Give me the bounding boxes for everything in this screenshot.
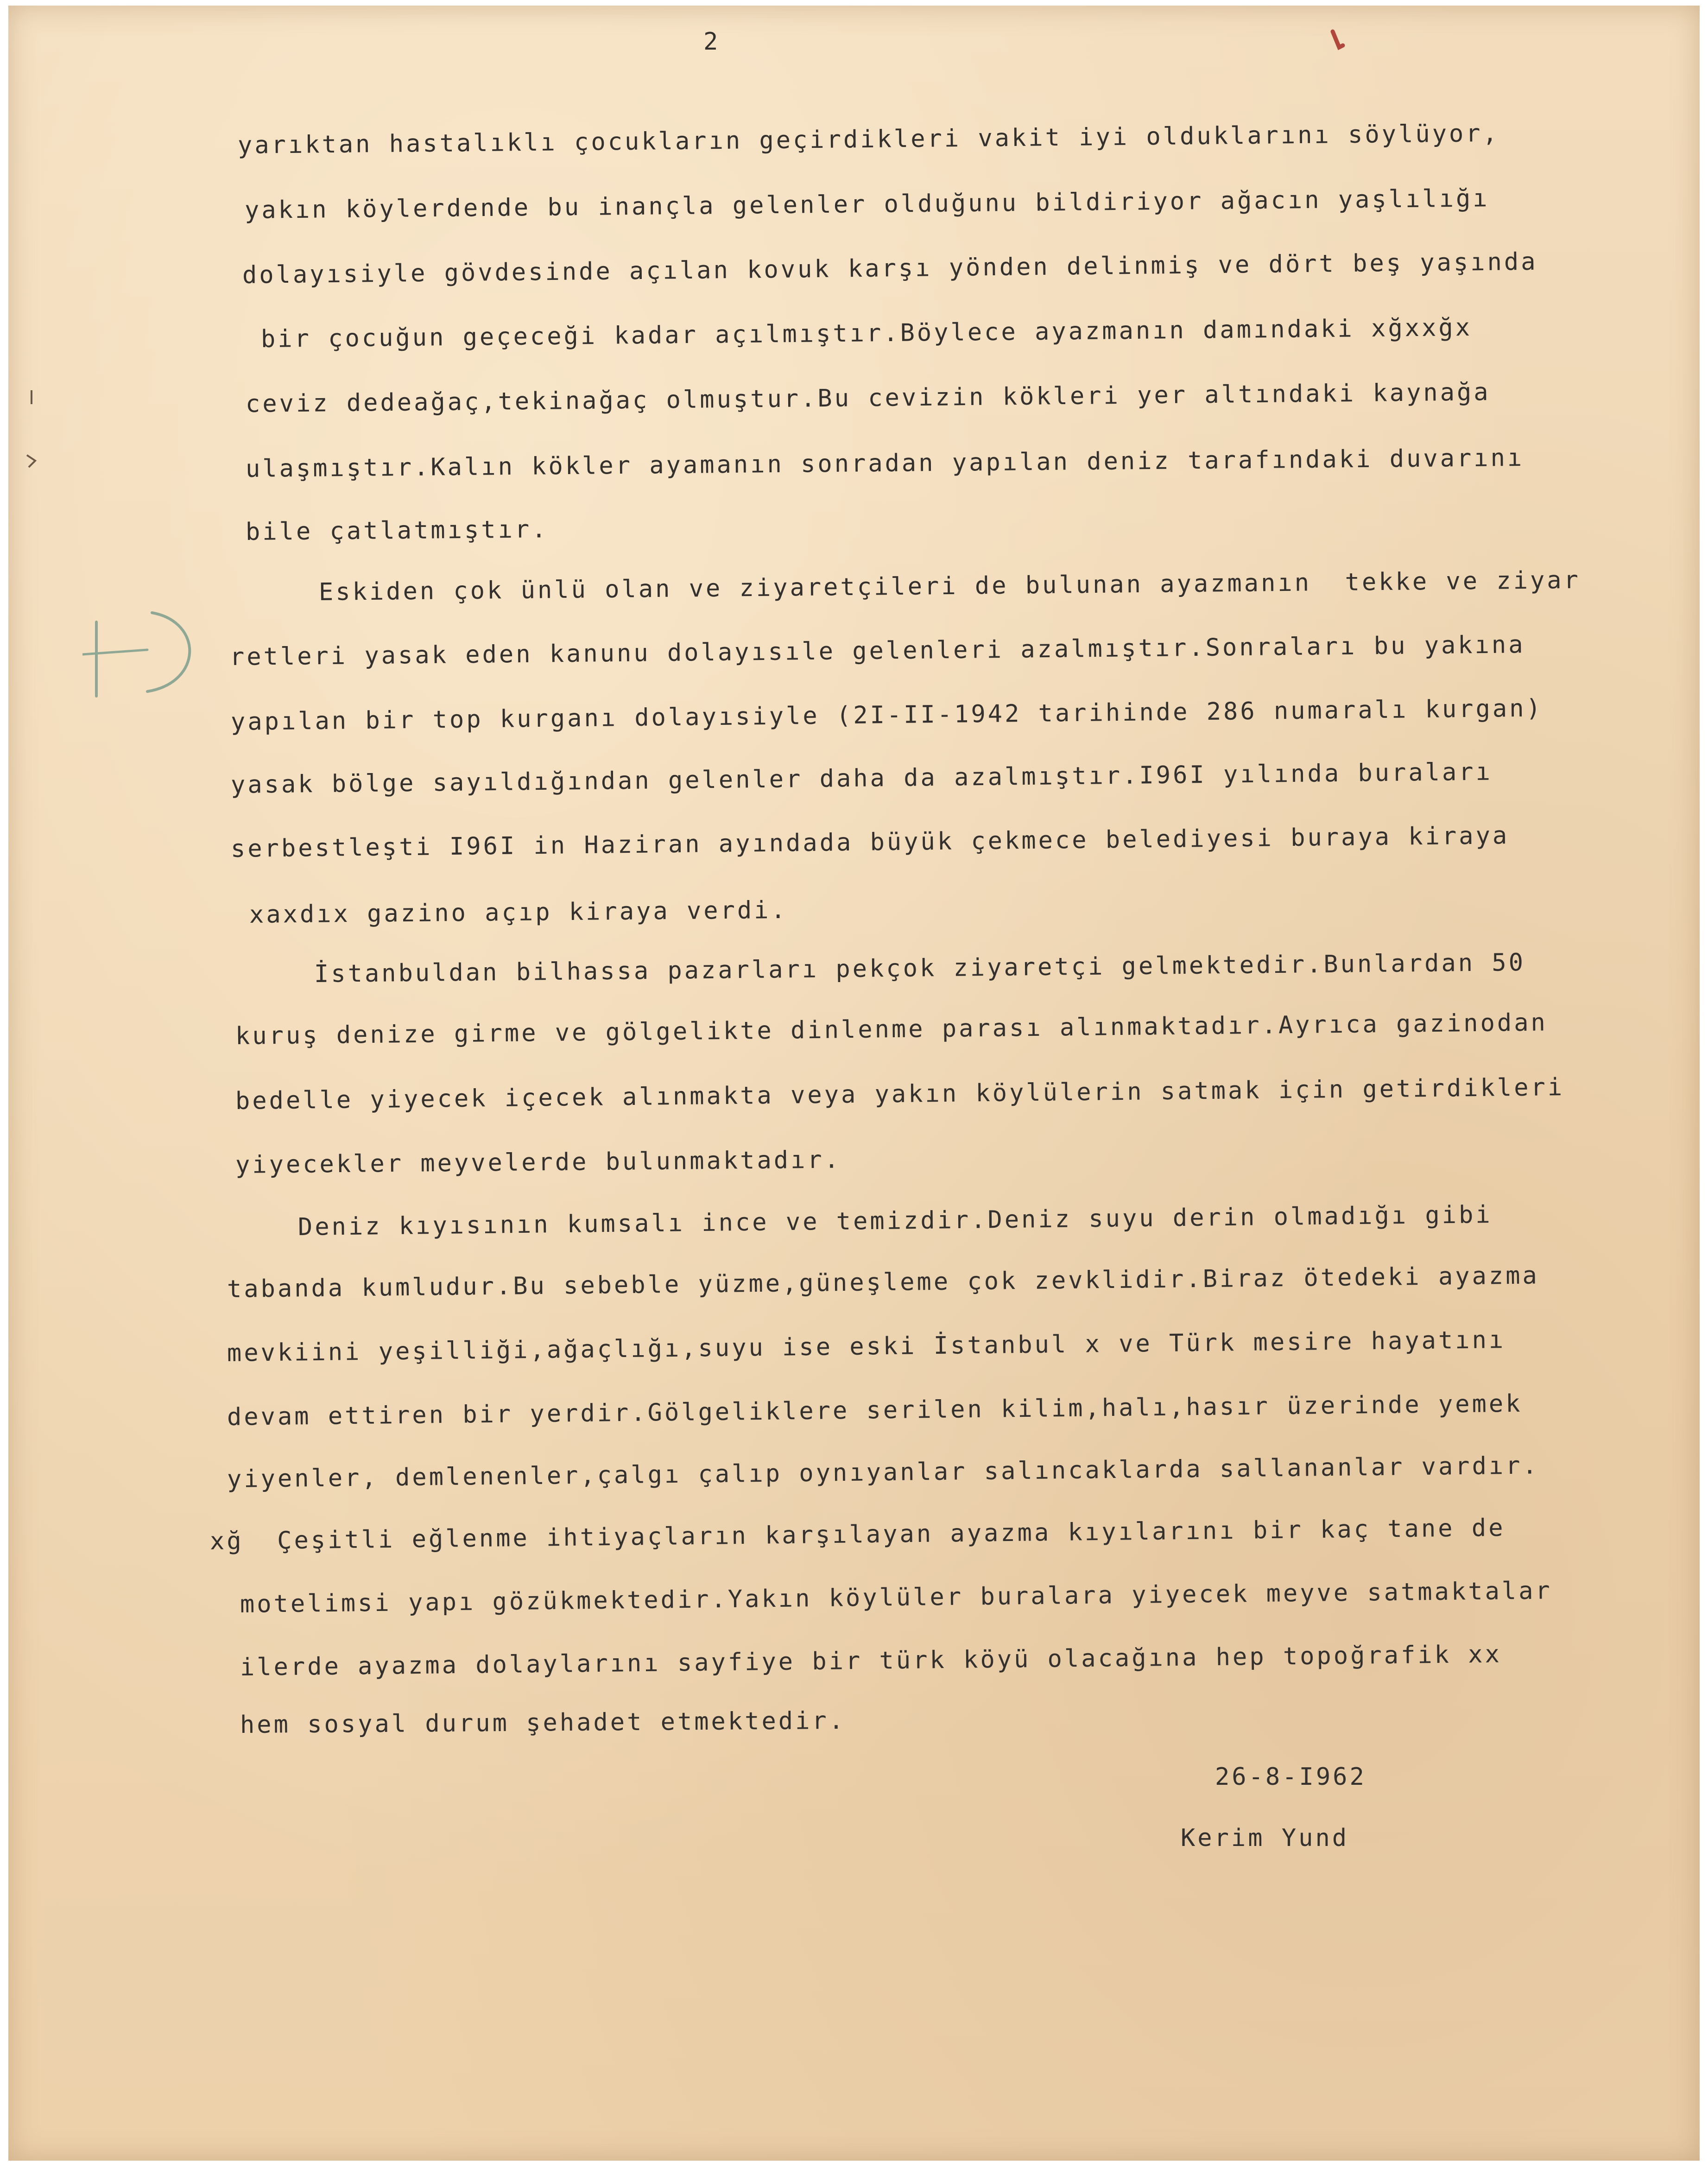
body-line: İstanbuldan bilhassa pazarları pekçok ziyaretçi gelmektedir.Bunlardan 50: [314, 948, 1526, 988]
body-line: bedelle yiyecek içecek alınmakta veya yakın köylülerin satmak için getirdikleri: [235, 1073, 1565, 1115]
body-line: ulaşmıştır.Kalın kökler ayamanın sonradan yapılan deniz tarafındaki duvarını: [245, 444, 1525, 483]
body-line: yasak bölge sayıldığından gelenler daha da azalmıştır.I96I yılında buraları: [230, 758, 1493, 799]
signature-name: Kerim Yund: [1181, 1824, 1349, 1852]
body-line: yakın köylerdende bu inançla gelenler olduğunu bildiriyor ağacın yaşlılığı: [244, 184, 1490, 224]
page-number: 2: [703, 28, 721, 56]
body-line: xğ Çeşitli eğlenme ihtiyaçların karşılayan ayazma kıyılarını bir kaç tane de: [209, 1514, 1506, 1555]
body-line: ceviz dedeağaç,tekinağaç olmuştur.Bu cevizin kökleri yer altındaki kaynağa: [245, 378, 1491, 418]
body-line: bir çocuğun geçeceği kadar açılmıştır.Böylece ayazmanın damındaki xğxxğx: [260, 313, 1473, 353]
body-line: motelimsi yapı gözükmektedir.Yakın köylüler buralara yiyecek meyve satmaktalar: [240, 1577, 1553, 1618]
body-line: Deniz kıyısının kumsalı ince ve temizdir.Deniz suyu derin olmadığı gibi: [297, 1201, 1493, 1241]
red-tick-mark: [1329, 29, 1347, 61]
body-line: yiyecekler meyvelerde bulunmaktadır.: [235, 1146, 841, 1179]
body-line: yiyenler, demlenenler,çalgı çalıp oynıyanlar salıncaklarda sallananlar vardır.: [227, 1452, 1540, 1493]
binding-marks: [18, 386, 45, 478]
body-line: serbestleşti I96I in Haziran ayındada büyük çekmece belediyesi buraya kiraya: [230, 822, 1510, 863]
body-line: retleri yasak eden kanunu dolayısıle gelenleri azalmıştır.Sonraları bu yakına: [229, 631, 1525, 671]
document-page: [8, 6, 1700, 2161]
body-line: mevkiini yeşilliği,ağaçlığı,suyu ise eski İstanbul x ve Türk mesire hayatını: [227, 1326, 1506, 1367]
body-line: devam ettiren bir yerdir.Gölgeliklere serilen kilim,halı,hasır üzerinde yemek: [227, 1389, 1523, 1431]
signature-date: 26-8-I962: [1215, 1763, 1366, 1791]
body-line: bile çatlatmıştır.: [245, 515, 549, 546]
body-line: ilerde ayazma dolaylarını sayfiye bir türk köyü olacağına hep topoğrafik xx: [240, 1640, 1502, 1681]
body-line: hem sosyal durum şehadet etmektedir.: [240, 1706, 846, 1739]
body-line: yarıktan hastalıklı çocukların geçirdikleri vakit iyi olduklarını söylüyor,: [237, 119, 1500, 159]
body-line: yapılan bir top kurganı dolayısiyle (2I-II-1942 tarihinde 286 numaralı kurgan): [230, 694, 1544, 736]
body-line: Eskiden çok ünlü olan ve ziyaretçileri de bulunan ayazmanın tekke ve ziyar: [318, 566, 1581, 606]
body-line: dolayısiyle gövdesinde açılan kovuk karşı yönden delinmiş ve dört beş yaşında: [242, 247, 1538, 289]
body-line: xaxdıx gazino açıp kiraya verdi.: [249, 896, 788, 929]
pencil-bracket-mark: [82, 603, 203, 705]
body-line: kuruş denize girme ve gölgelikte dinlenme parası alınmaktadır.Ayrıca gazinodan: [235, 1008, 1548, 1050]
body-line: tabanda kumludur.Bu sebeble yüzme,güneşleme çok zevklidir.Biraz ötedeki ayazma: [227, 1262, 1540, 1303]
